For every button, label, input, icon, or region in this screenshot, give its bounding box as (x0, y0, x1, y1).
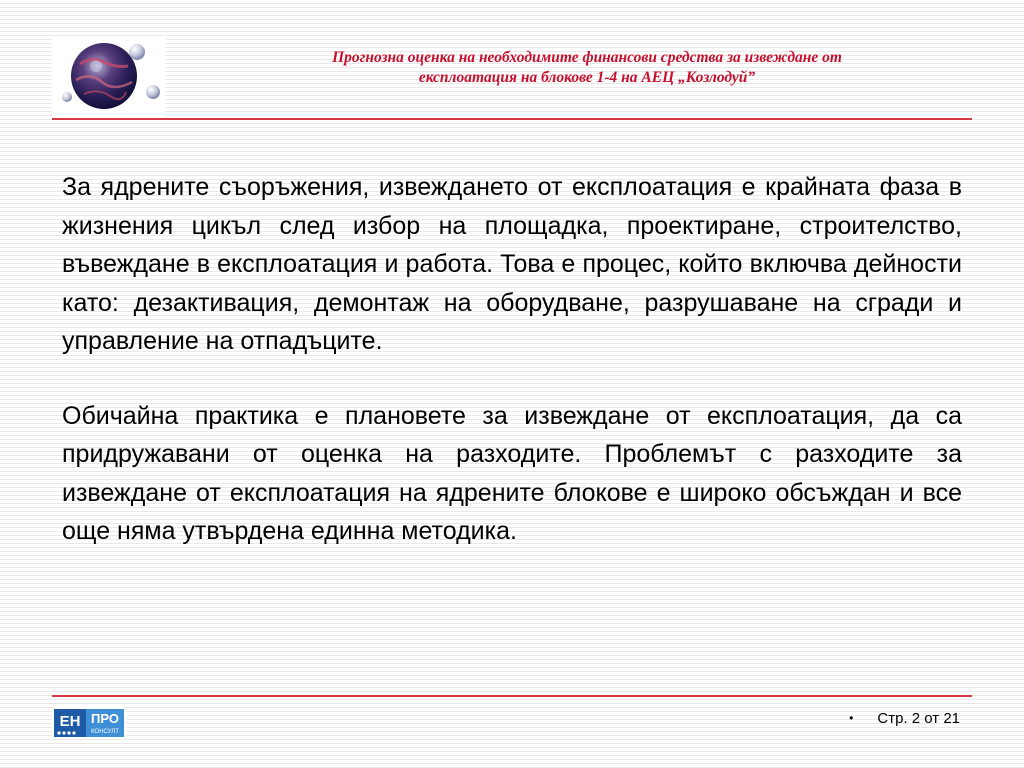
page-indicator (849, 710, 960, 727)
company-logo (52, 36, 166, 116)
globe-icon (52, 36, 166, 116)
slide-title (200, 48, 974, 88)
slide-body (62, 168, 962, 551)
logo-word-left: ЕН (59, 713, 81, 730)
enpro-konsult-logo (52, 707, 126, 739)
page-number-label: Стр. 2 от 21 (877, 710, 960, 727)
slide-title-line-1: Прогнозна оценка на необходимите финансови средства за извеждане от (332, 49, 842, 66)
header-divider (52, 118, 972, 120)
slide-title-line-2: експлоатация на блокове 1-4 на АЕЦ „Козлодуй” (418, 69, 756, 86)
logo-word-right: ПРО (91, 711, 119, 726)
body-paragraph-2: Обичайна практика е плановете за извеждане от експлоатация, да са придружавани от оценка на разходите. Проблемът с разходите за извеждане от експлоатация на ядрените блокове е широко обсъждан и все още няма утвърдена единна методика. (62, 401, 962, 545)
footer-divider (52, 695, 972, 697)
body-paragraph-1: За ядрените съоръжения, извеждането от експлоатация е крайната фаза в жизнения цикъл след избор на площадка, проектиране, строителство, въвеждане в експлоатация и работа. Това е процес, който включва дейности като: дезактивация, демонтаж на оборудване, разрушаване на сгради и управление на отпадъците. (62, 173, 962, 355)
bullet-point: • (849, 711, 854, 725)
logo-word-sub: КОНСУЛТ (91, 729, 119, 735)
